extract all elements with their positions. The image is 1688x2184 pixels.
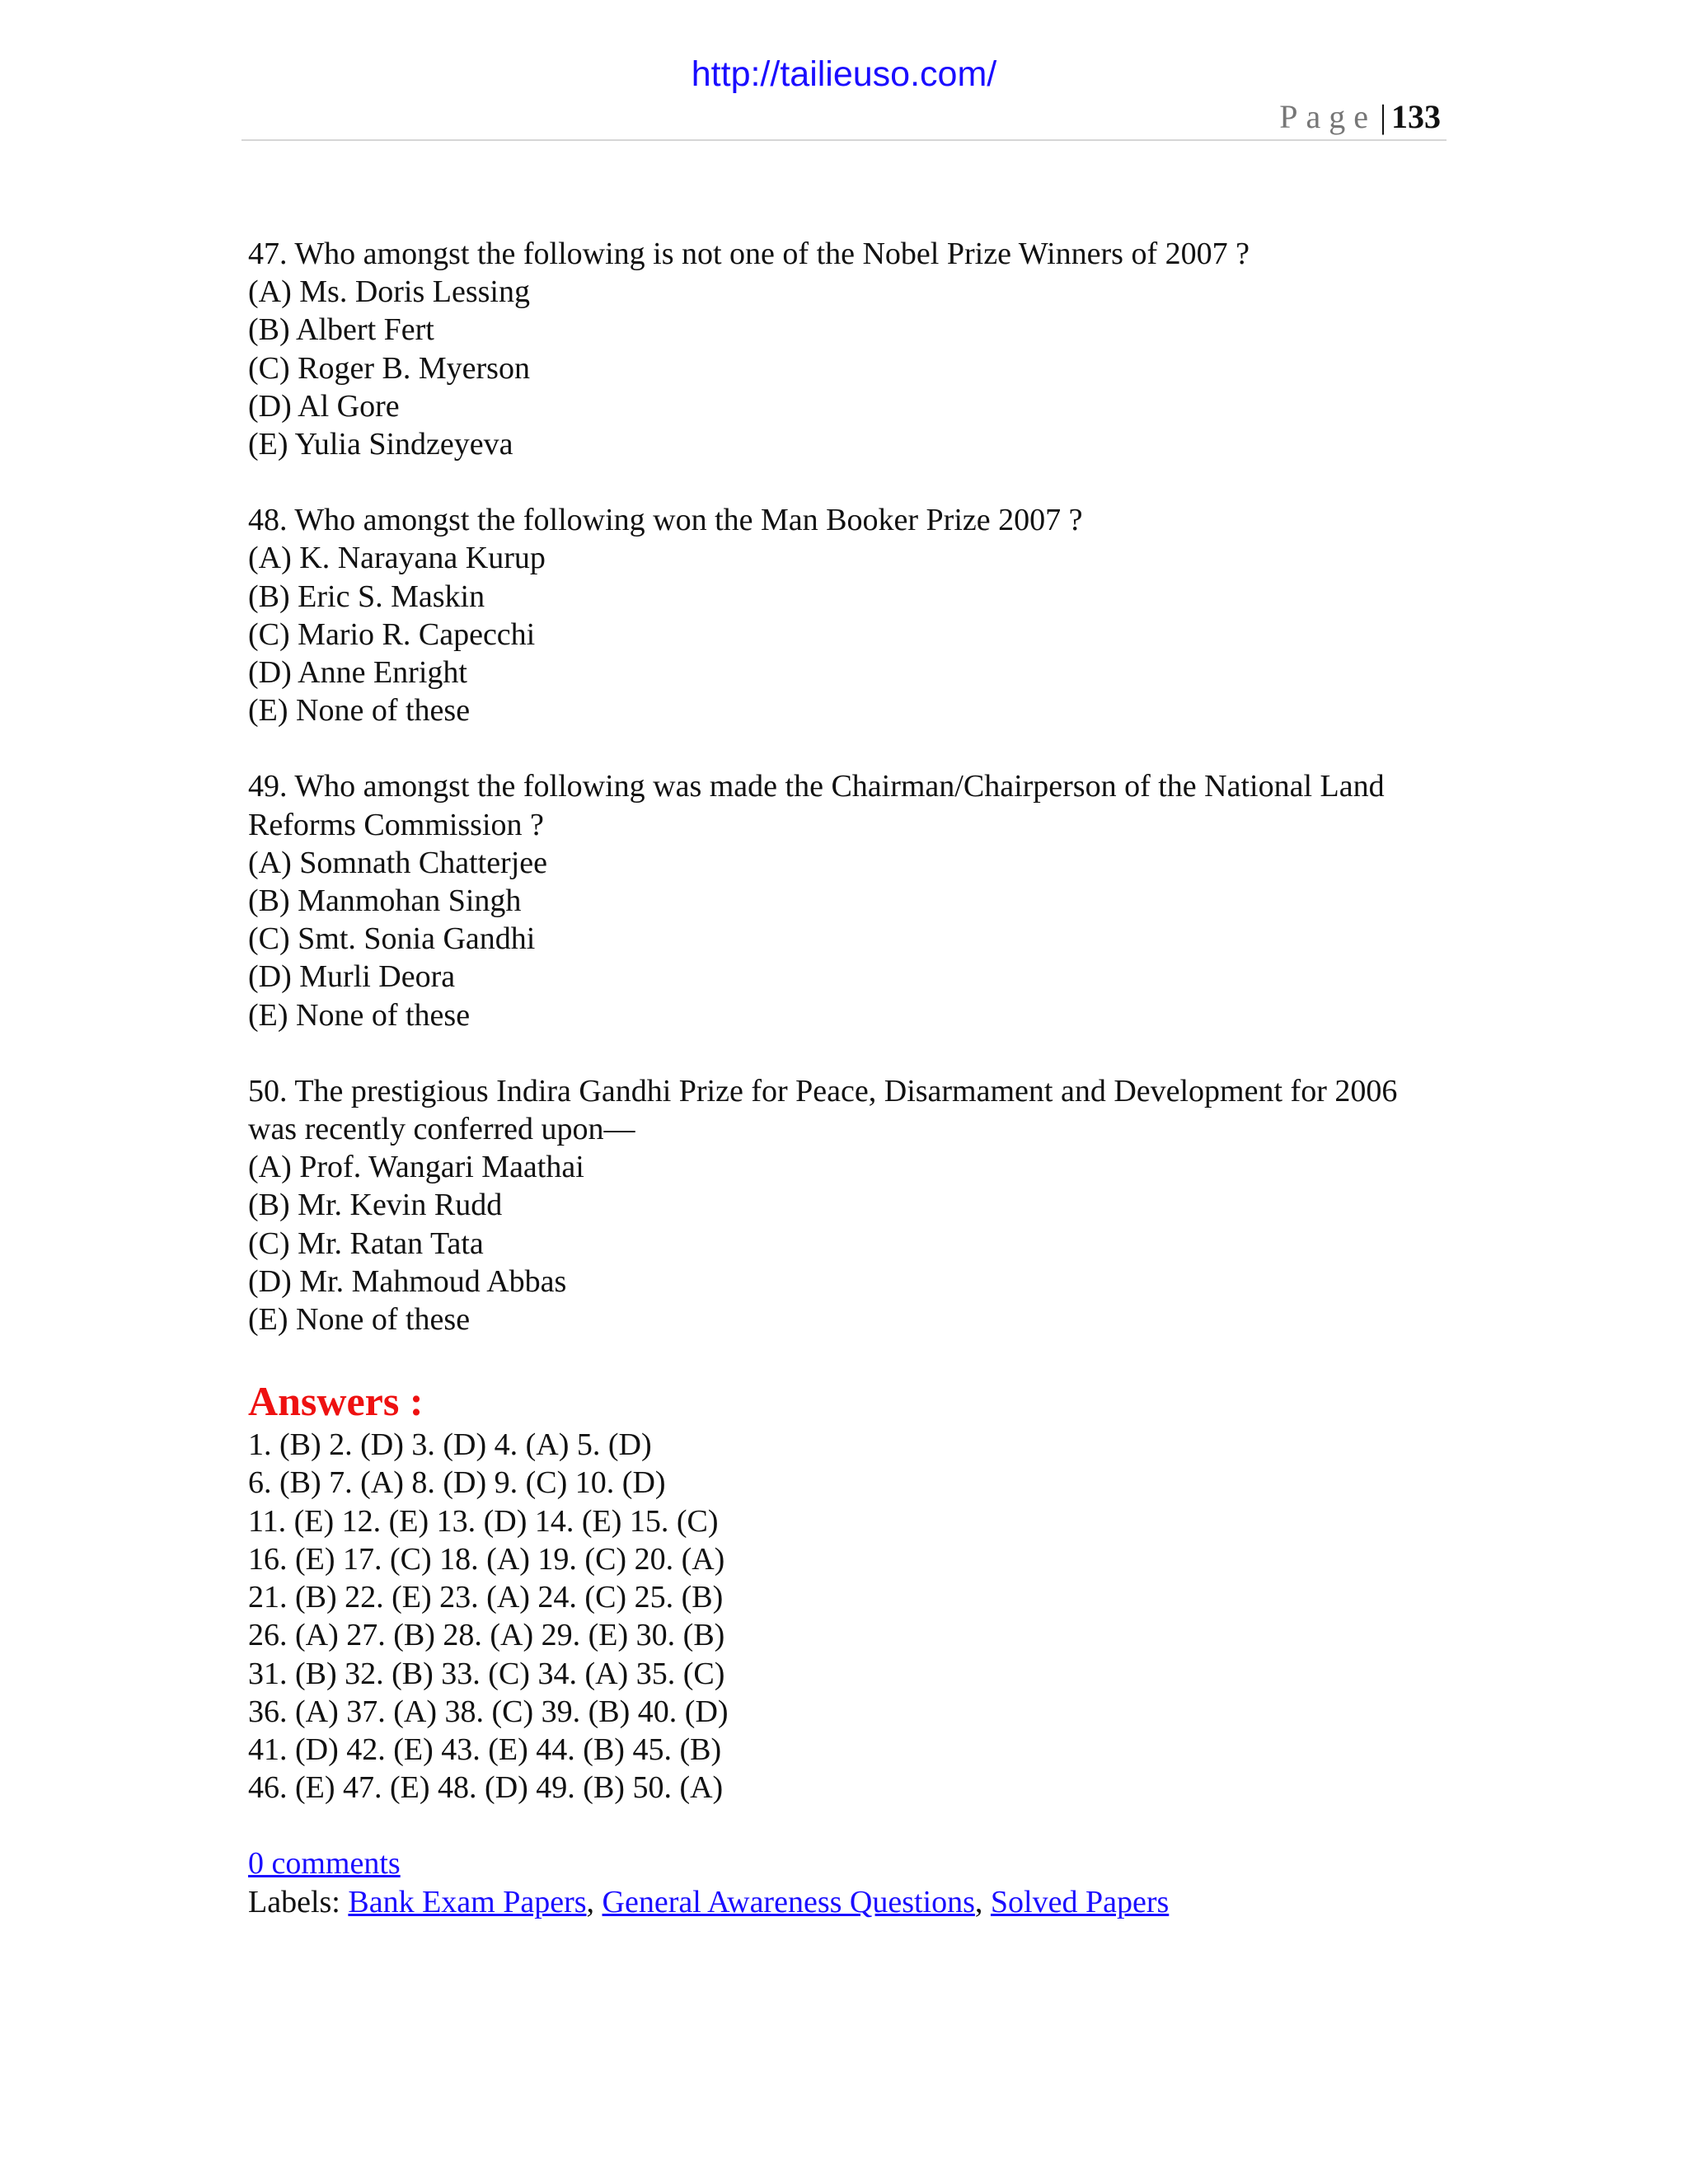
answer-line: 41. (D) 42. (E) 43. (E) 44. (B) 45. (B) <box>248 1732 722 1767</box>
comments-line <box>248 1844 1451 1882</box>
answer-line: 21. (B) 22. (E) 23. (A) 24. (C) 25. (B) <box>248 1580 724 1615</box>
option-c: (C) Roger B. Myerson <box>248 350 530 386</box>
option-a: (A) K. Narayana Kurup <box>248 541 546 576</box>
question-50 <box>248 1072 1451 1338</box>
question-text: 48. Who amongst the following won the Man Booker Prize 2007 ? <box>248 503 1083 538</box>
answer-line: 6. (B) 7. (A) 8. (D) 9. (C) 10. (D) <box>248 1465 666 1501</box>
option-c: (C) Mario R. Capecchi <box>248 616 536 652</box>
question-text: 47. Who amongst the following is not one of the Nobel Prize Winners of 2007 ? <box>248 237 1250 271</box>
option-d: (D) Murli Deora <box>248 959 456 995</box>
question-47 <box>248 235 1451 463</box>
answer-line: 46. (E) 47. (E) 48. (D) 49. (B) 50. (A) <box>248 1770 724 1806</box>
option-c: (C) Smt. Sonia Gandhi <box>248 921 536 957</box>
labels-prefix: Labels: <box>248 1884 340 1919</box>
label-separator: , <box>586 1884 595 1919</box>
answer-line: 36. (A) 37. (A) 38. (C) 39. (B) 40. (D) <box>248 1694 729 1729</box>
option-a: (A) Prof. Wangari Maathai <box>248 1150 584 1185</box>
document-body <box>248 235 1451 1921</box>
labels-line <box>248 1883 1451 1921</box>
option-d: (D) Mr. Mahmoud Abbas <box>248 1263 567 1299</box>
option-e: (E) Yulia Sindzeyeva <box>248 427 513 462</box>
answer-line: 11. (E) 12. (E) 13. (D) 14. (E) 15. (C) <box>248 1503 719 1539</box>
option-e: (E) None of these <box>248 693 471 729</box>
option-d: (D) Al Gore <box>248 388 400 424</box>
comments-link[interactable]: 0 comments <box>248 1846 401 1882</box>
site-url-link[interactable]: http://tailieuso.com/ <box>691 54 997 94</box>
label-link-bank-exam-papers[interactable]: Bank Exam Papers <box>348 1884 587 1919</box>
answer-line: 1. (B) 2. (D) 3. (D) 4. (A) 5. (D) <box>248 1427 652 1463</box>
label-link-solved-papers[interactable]: Solved Papers <box>990 1884 1170 1919</box>
option-b: (B) Manmohan Singh <box>248 883 522 919</box>
label-link-general-awareness[interactable]: General Awareness Questions <box>602 1884 975 1919</box>
page-label: Page <box>1279 98 1376 135</box>
page-number-header <box>1279 97 1441 136</box>
option-d: (D) Anne Enright <box>248 655 467 691</box>
option-e: (E) None of these <box>248 997 471 1033</box>
answers-section <box>248 1376 1451 1807</box>
question-text: 50. The prestigious Indira Gandhi Prize for Peace, Disarmament and Development for 2006 was recently conferred upon— <box>248 1073 1398 1147</box>
option-b: (B) Eric S. Maskin <box>248 579 485 614</box>
answer-line: 16. (E) 17. (C) 18. (A) 19. (C) 20. (A) <box>248 1541 725 1577</box>
option-a: (A) Ms. Doris Lessing <box>248 274 530 310</box>
label-separator: , <box>974 1884 983 1919</box>
page-separator: | <box>1379 98 1386 135</box>
page-number: 133 <box>1391 98 1441 135</box>
answers-heading: Answers : <box>248 1378 424 1425</box>
option-b: (B) Albert Fert <box>248 312 434 348</box>
question-49 <box>248 767 1451 1033</box>
option-b: (B) Mr. Kevin Rudd <box>248 1188 503 1223</box>
question-48 <box>248 501 1451 729</box>
answer-line: 26. (A) 27. (B) 28. (A) 29. (E) 30. (B) <box>248 1618 725 1653</box>
question-text: 49. Who amongst the following was made the Chairman/Chairperson of the National Land Reforms Commission ? <box>248 769 1385 842</box>
option-c: (C) Mr. Ratan Tata <box>248 1226 484 1261</box>
answer-line: 31. (B) 32. (B) 33. (C) 34. (A) 35. (C) <box>248 1656 725 1691</box>
header-divider <box>241 139 1447 141</box>
option-a: (A) Somnath Chatterjee <box>248 845 548 880</box>
post-footer <box>248 1844 1451 1920</box>
option-e: (E) None of these <box>248 1302 471 1338</box>
